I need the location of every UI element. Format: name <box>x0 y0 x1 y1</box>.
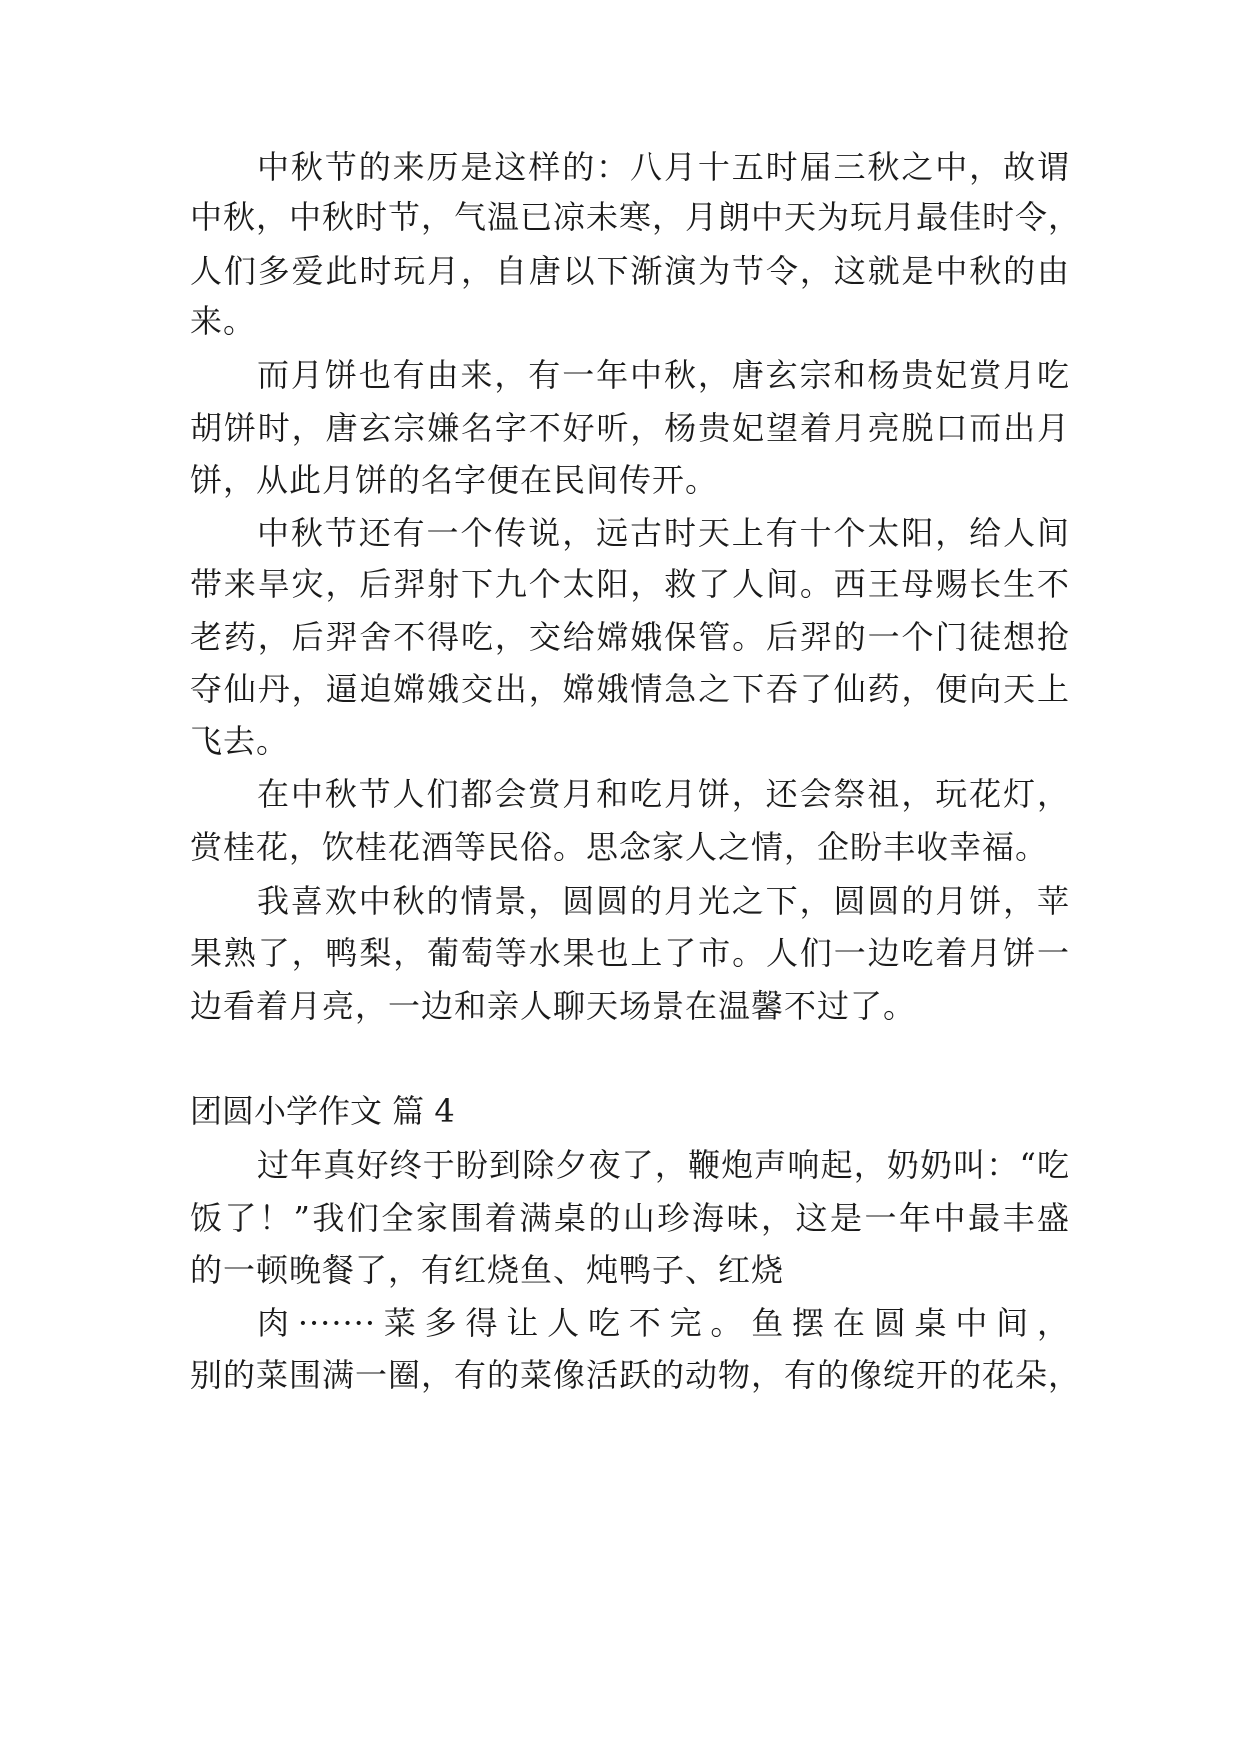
paragraph-7-line-2: 别的菜围满一圈，有的菜像活跃的动物，有的像绽开的花朵， <box>190 1356 1082 1394</box>
paragraph-3-line-1: 中秋节还有一个传说，远古时天上有十个太阳，给人间 <box>257 514 1070 552</box>
paragraph-1-line-1: 中秋节的来历是这样的：八月十五时届三秋之中，故谓 <box>257 148 1070 186</box>
paragraph-3-line-5: 飞去。 <box>190 722 290 760</box>
paragraph-6-line-3: 的一顿晚餐了，有红烧鱼、炖鸭子、红烧 <box>190 1251 785 1289</box>
paragraph-4-line-1: 在中秋节人们都会赏月和吃月饼，还会祭祖，玩花灯， <box>257 775 1070 813</box>
paragraph-5-line-3: 边看着月亮，一边和亲人聊天场景在温馨不过了。 <box>190 987 917 1025</box>
paragraph-5-line-2: 果熟了，鸭梨，葡萄等水果也上了市。人们一边吃着月饼一 <box>190 934 1070 972</box>
section-title: 团圆小学作文 篇 4 <box>190 1092 455 1130</box>
paragraph-2-line-1: 而月饼也有由来，有一年中秋，唐玄宗和杨贵妃赏月吃 <box>257 356 1070 394</box>
paragraph-6-line-2: 饭了！”我们全家围着满桌的山珍海味，这是一年中最丰盛 <box>190 1199 1070 1237</box>
paragraph-2-line-2: 胡饼时，唐玄宗嫌名字不好听，杨贵妃望着月亮脱口而出月 <box>190 409 1070 447</box>
paragraph-4-line-2: 赏桂花，饮桂花酒等民俗。思念家人之情，企盼丰收幸福。 <box>190 828 1049 866</box>
paragraph-5-line-1: 我喜欢中秋的情景，圆圆的月光之下，圆圆的月饼，苹 <box>257 882 1070 920</box>
paragraph-6-line-1: 过年真好终于盼到除夕夜了，鞭炮声响起，奶奶叫：“吃 <box>257 1146 1070 1184</box>
paragraph-1-line-4: 来。 <box>190 302 257 340</box>
paragraph-1-line-3: 人们多爱此时玩月，自唐以下渐演为节令，这就是中秋的由 <box>190 252 1070 290</box>
paragraph-1-line-2: 中秋，中秋时节，气温已凉未寒，月朗中天为玩月最佳时令， <box>190 198 1082 236</box>
paragraph-3-line-3: 老药，后羿舍不得吃，交给嫦娥保管。后羿的一个门徒想抢 <box>190 618 1070 656</box>
paragraph-2-line-3: 饼，从此月饼的名字便在民间传开。 <box>190 461 719 499</box>
paragraph-3-line-4: 夺仙丹，逼迫嫦娥交出，嫦娥情急之下吞了仙药，便向天上 <box>190 670 1070 708</box>
paragraph-3-line-2: 带来旱灾，后羿射下九个太阳，救了人间。西王母赐长生不 <box>190 565 1070 603</box>
paragraph-7-line-1: 肉·······菜多得让人吃不完。鱼摆在圆桌中间， <box>257 1304 1070 1342</box>
